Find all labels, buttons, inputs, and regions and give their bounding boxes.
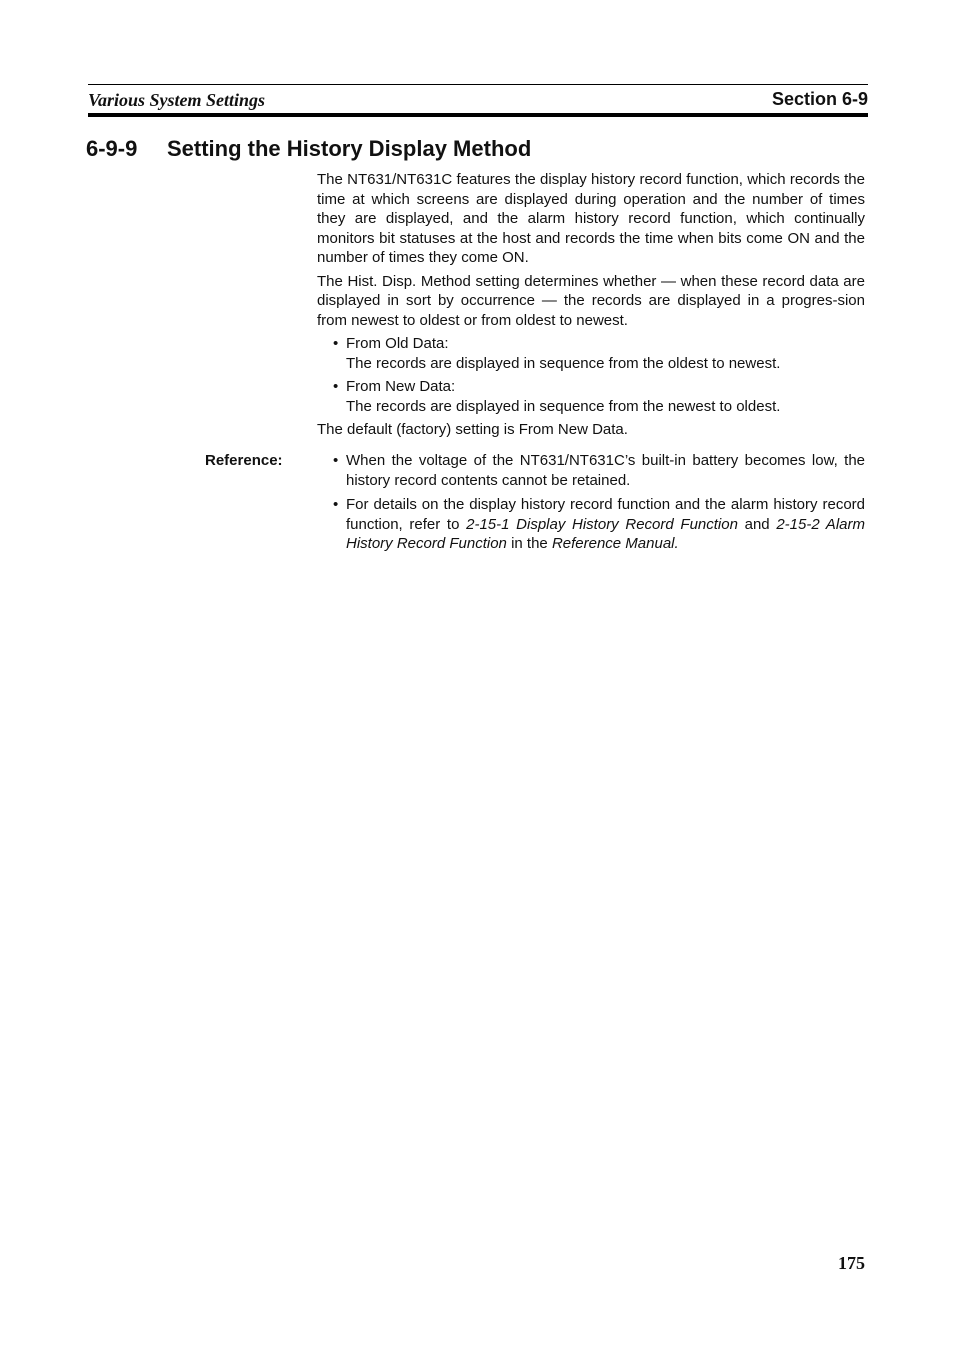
list-item [317, 451, 865, 490]
page-header [88, 88, 868, 112]
reference-text: in the [506, 535, 552, 552]
section-heading [86, 136, 531, 162]
bullet-glyph: • [333, 378, 339, 395]
paragraph-method: The Hist. Disp. Method setting determines whether — when these record data are displayed in sort by occurrence — the records are displayed in a progres-sion from newest to oldest or from oldest to newest. [317, 272, 865, 329]
paragraph-intro: The NT631/NT631C features the display history record function, which records the time at which screens are displayed during operation and the number of times they are displayed, and the alarm history record function, which continually monitors bit statuses at the host and records the time when bits come ON and the number of times they come ON. [317, 171, 865, 266]
page-number: 175 [838, 1253, 865, 1273]
reference-label: Reference: [205, 452, 283, 469]
list-item [317, 334, 865, 373]
option-label: From Old Data: [346, 335, 449, 352]
reference-note-battery: When the voltage of the NT631/NT631C’s built-in battery becomes low, the history record contents cannot be retained. [346, 452, 865, 489]
options-list [317, 334, 865, 416]
body-text [317, 170, 865, 444]
reference-link-alarm-history: 2-15-2 Alarm History Record Function [346, 515, 865, 552]
bullet-glyph: • [333, 335, 339, 352]
header-chapter-title: Various System Settings [88, 90, 266, 110]
bullet-glyph: • [333, 452, 339, 469]
option-description: The records are displayed in sequence from the oldest to newest. [346, 354, 781, 372]
reference-link-display-history: 2-15-1 Display History Record Function [466, 515, 738, 533]
option-label: From New Data: [346, 378, 456, 395]
section-number: 6-9-9 [86, 136, 138, 161]
list-item [317, 377, 865, 416]
reference-text: and [737, 515, 777, 533]
bullet-glyph: • [333, 496, 339, 513]
option-description: The records are displayed in sequence from the newest to oldest. [346, 397, 781, 415]
section-title: Setting the History Display Method [167, 136, 532, 161]
header-rule [88, 113, 868, 117]
header-top-line [88, 84, 868, 85]
default-note: The default (factory) setting is From New Data. [317, 421, 628, 438]
header-section-label: Section 6-9 [771, 89, 868, 109]
reference-notes [317, 451, 865, 559]
reference-text: For details on the display history record function and the alarm history record function, refer to [346, 496, 865, 533]
list-item [317, 495, 865, 554]
reference-manual-title: Reference Manual. [551, 535, 679, 552]
